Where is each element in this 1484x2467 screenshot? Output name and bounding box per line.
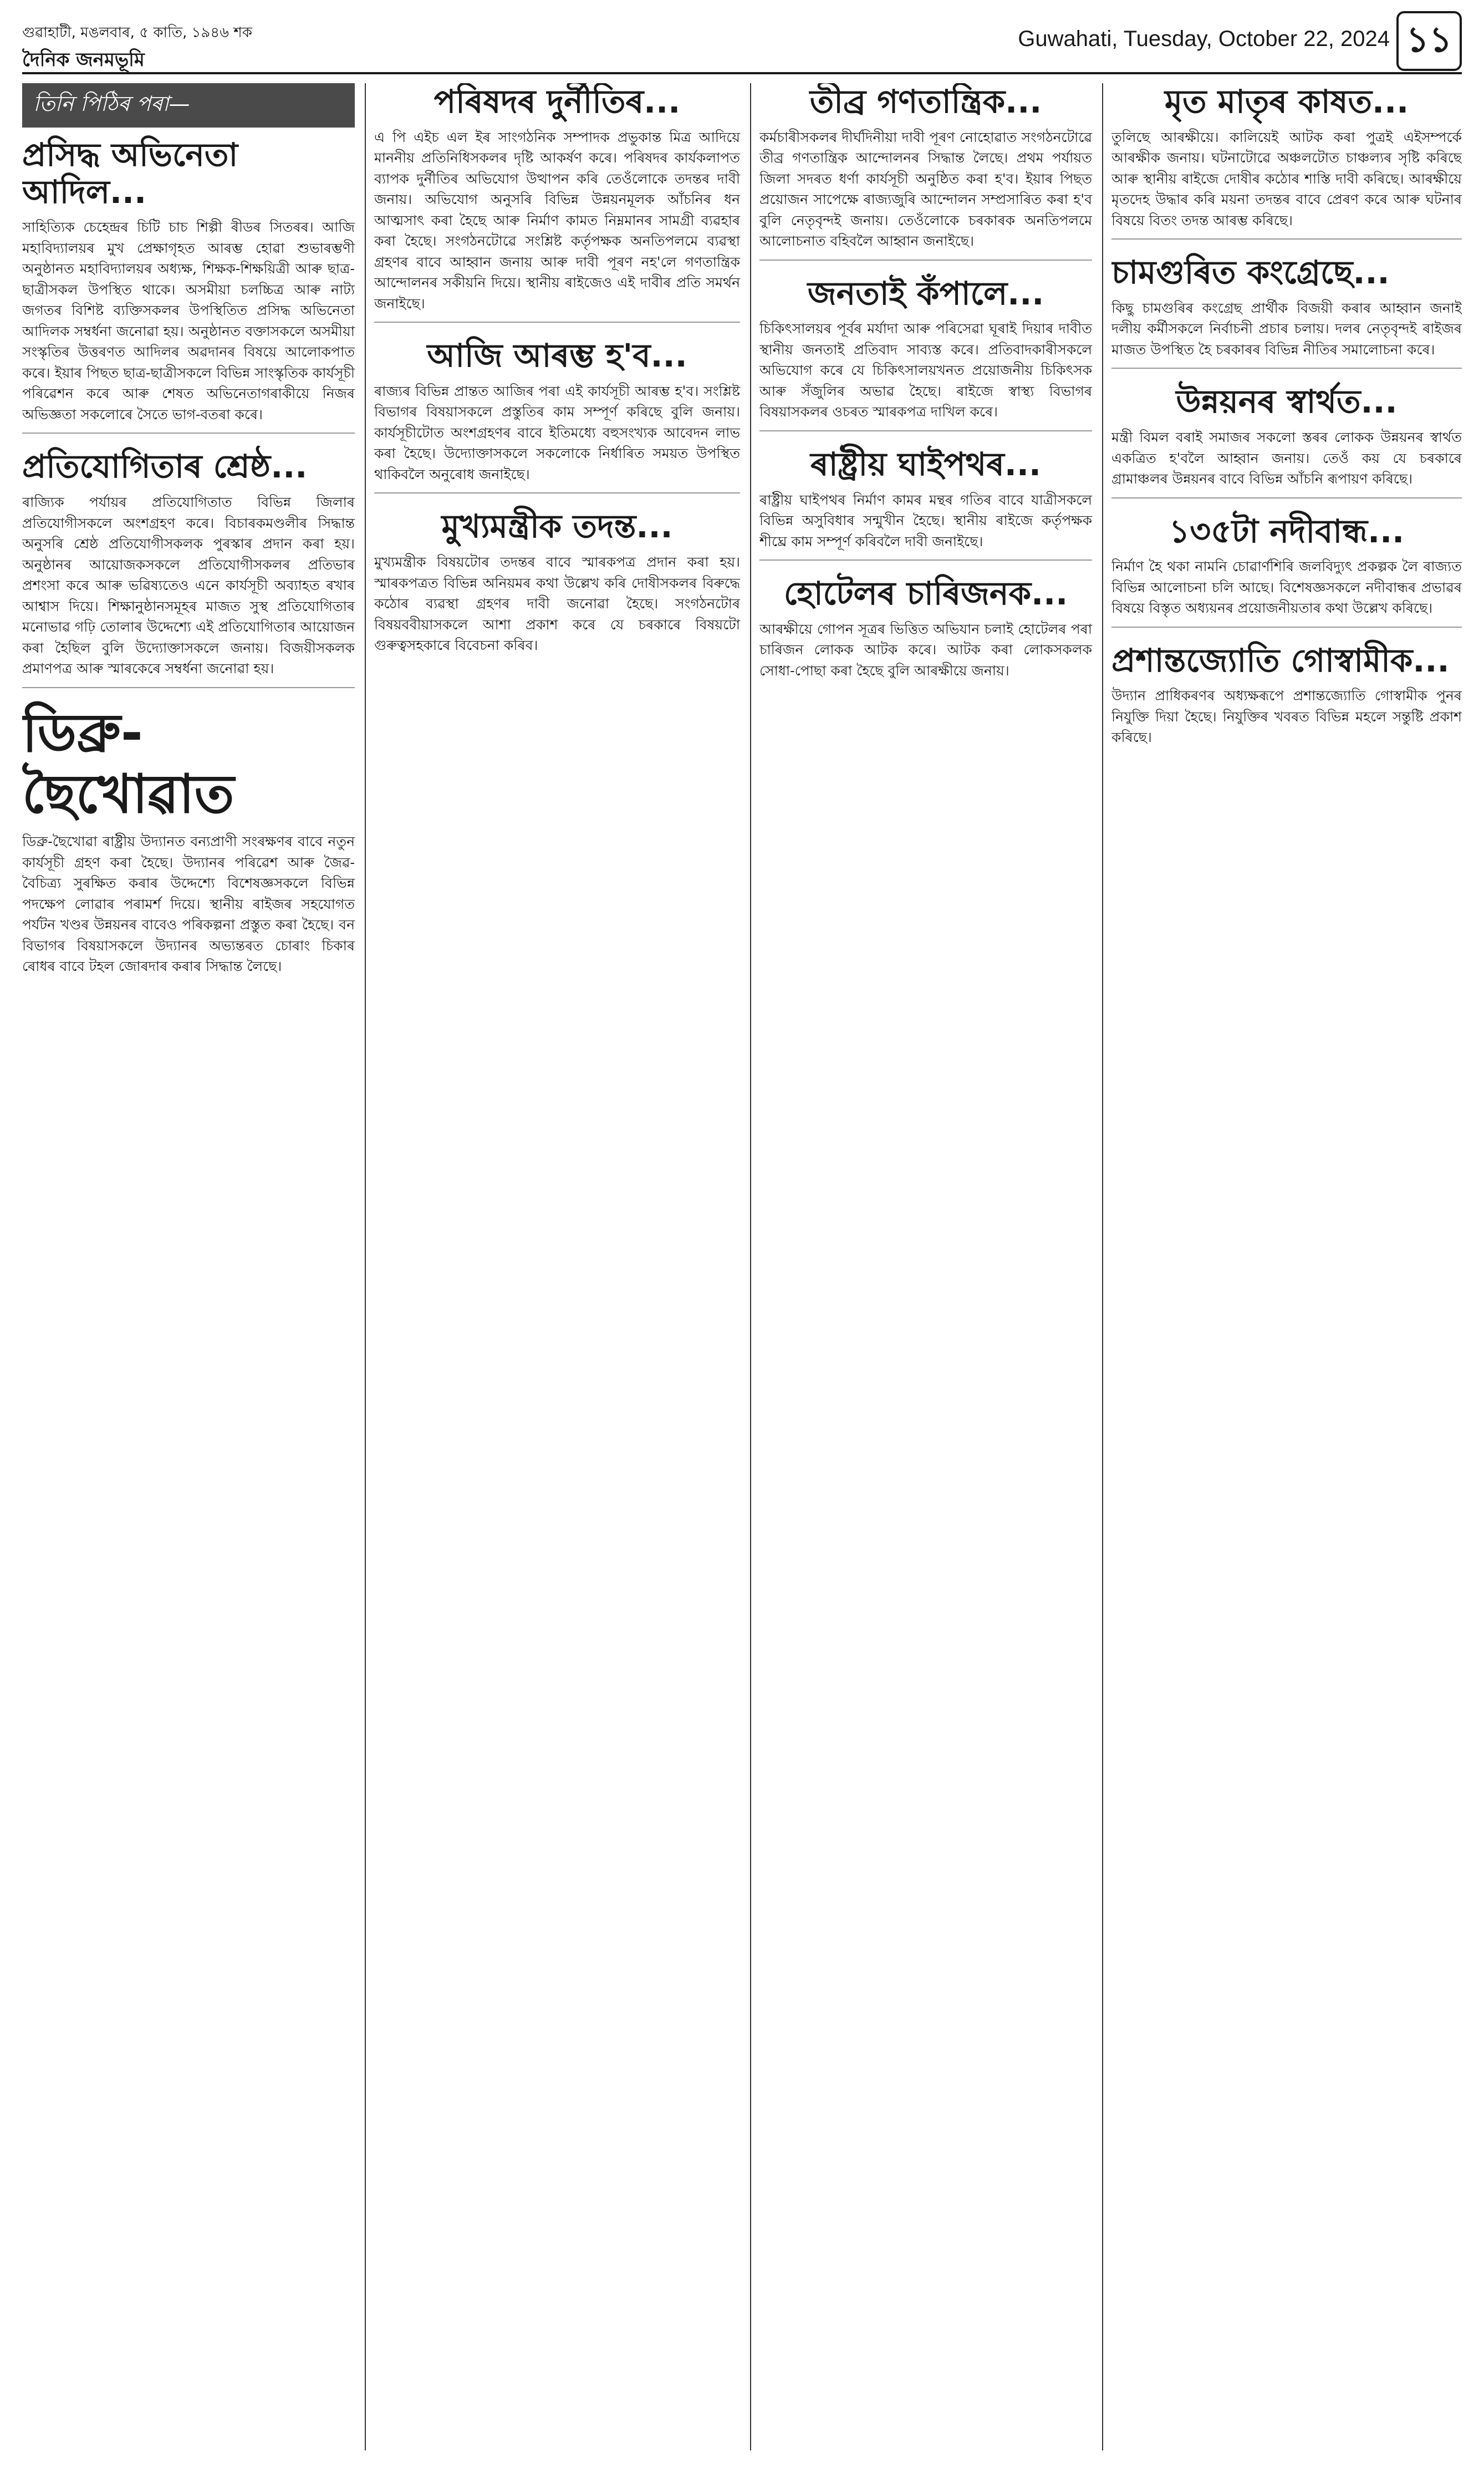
headline: ৰাষ্ট্ৰীয় ঘাইপথৰ... — [810, 445, 1041, 483]
article-body: চিকিৎসালয়ৰ পূৰ্বৰ মৰ্যাদা আৰু পৰিসেৱা ঘূৰাই দিয়াৰ দাবীত স্থানীয় জনতাই প্ৰতিবাদ সাব্যস্ত কৰে। প্ৰতিবাদকাৰীসকলে অভিযোগ কৰে যে চিকিৎসালয়খনত প্ৰয়োজনীয় চিকিৎসক আৰু সঁজুলিৰ অভাৱ হৈছে। ৰাইজে স্বাস্থ্য বিভাগৰ বিষয়াসকলৰ ওচৰত স্মাৰকপত্ৰ দাখিল কৰে। — [759, 321, 1092, 420]
article-body: তুলিছে আৰক্ষীয়ে। কালিয়েই আটক কৰা পুত্ৰই এইসম্পৰ্কে আৰক্ষীক জনায়। ঘটনাটোৱে অঞ্চলটোত চাঞ্চল্যৰ সৃষ্টি কৰিছে আৰু স্থানীয় ৰাইজে দোষীৰ কঠোৰ শাস্তি দাবী কৰিছে। আৰক্ষীয়ে মৃতদেহ উদ্ধাৰ কৰি ময়না তদন্তৰ বাবে প্ৰেৰণ কৰে আৰু ঘটনাৰ বিষয়ে বিতং তদন্ত আৰম্ভ কৰিছে। — [1111, 129, 1462, 228]
column-1 — [22, 83, 366, 2450]
headline: মৃত মাতৃৰ কাষত... — [1164, 83, 1409, 120]
column-4 — [1111, 83, 1462, 2450]
article-body: ৰাষ্ট্ৰীয় ঘাইপথৰ নিৰ্মাণ কামৰ মন্থৰ গতিৰ বাবে যাত্ৰীসকলে বিভিন্ন অসুবিধাৰ সন্মুখীন হৈছে। স্থানীয় ৰাইজে কৰ্তৃপক্ষক শীঘ্ৰে কাম সম্পূৰ্ণ কৰিবলৈ দাবী জনাইছে। — [759, 491, 1092, 550]
headline: হোটেলৰ চাৰিজনক... — [783, 574, 1068, 613]
article-dibru-saikhowa — [22, 703, 355, 985]
headline: চামগুৰিত কংগ্ৰেছে... — [1111, 253, 1390, 292]
masthead — [22, 11, 1462, 74]
article-body: ৰাজ্যৰ বিভিন্ন প্ৰান্তত আজিৰ পৰা এই কাৰ্যসূচী আৰম্ভ হ'ব। সংশ্লিষ্ট বিভাগৰ বিষয়াসকলে প্ৰস্তুতিৰ কাম সম্পূৰ্ণ কৰিছে বুলি জনায়। কাৰ্যসূচীটোত অংশগ্ৰহণৰ বাবে ইতিমধ্যে বহুসংখ্যক আবেদন লাভ কৰা হৈছে। উদ্যোক্তাসকলে সকলোকে নিৰ্ধাৰিত সময়ত উপস্থিত থাকিবলৈ অনুৰোধ জনাইছে। — [374, 383, 740, 482]
article-body: কিছু চামগুৰিৰ কংগ্ৰেছ প্ৰাৰ্থীক বিজয়ী কৰাৰ আহ্বান জনাই দলীয় কৰ্মীসকলে নিৰ্বাচনী প্ৰচাৰ চলায়। দলৰ নেতৃবৃন্দই ৰাইজৰ মাজত উপস্থিত হৈ চৰকাৰৰ বিভিন্ন নীতিৰ সমালোচনা কৰে। — [1111, 299, 1462, 358]
headline: প্ৰশান্তজ্যোতি গোস্বামীক... — [1111, 641, 1450, 679]
article-development — [1111, 383, 1462, 498]
article-body: নিৰ্মাণ হৈ থকা নামনি চোৱাৰ্ণশিৰি জলবিদ্যুৎ প্ৰকল্পক লৈ ৰাজ্যত বিভিন্ন আলোচনা চলি আছে। বিশেষজ্ঞসকলে নদীবান্ধৰ প্ৰভাৱৰ বিষয়ে বিস্তৃত অধ্যয়নৰ প্ৰয়োজনীয়তাৰ কথা উল্লেখ কৰিছে। — [1111, 558, 1462, 617]
article-body: এ পি এইচ এল ইৰ সাংগঠনিক সম্পাদক প্ৰভুকান্ত মিত্ৰ আদিয়ে মাননীয় প্ৰতিনিধিসকলৰ দৃষ্টি আকৰ্ষণ কৰে। পৰিষদৰ কাৰ্যকলাপত ব্যাপক দুৰ্নীতিৰ অভিযোগ উত্থাপন কৰি তেওঁলোকে তদন্তৰ দাবী জনায়। অভিযোগ অনুসৰি বিভিন্ন উন্নয়নমূলক আঁচনিৰ ধন আত্মসাৎ কৰা হৈছে আৰু নিৰ্মাণ কামত নিম্নমানৰ সামগ্ৰী ব্যৱহাৰ কৰা হৈছে। সংগঠনটোৱে সংশ্লিষ্ট কৰ্তৃপক্ষক অনতিপলমে ব্যৱস্থা গ্ৰহণৰ বাবে আহ্বান জনায় আৰু দাবী পূৰণ নহ'লে গণতান্ত্ৰিক আন্দোলনৰ সকীয়নি দিয়ে। স্থানীয় ৰাইজেও এই দাবীৰ প্ৰতি সমৰ্থন জনাইছে। — [374, 129, 740, 312]
article-body: ডিব্ৰু-ছৈখোৱা ৰাষ্ট্ৰীয় উদ্যানত বন্যপ্ৰাণী সংৰক্ষণৰ বাবে নতুন কাৰ্যসূচী গ্ৰহণ কৰা হৈছে। উদ্যানৰ পৰিৱেশ আৰু জৈৱ-বৈচিত্ৰ্য সুৰক্ষিত কৰাৰ উদ্দেশ্যে বিশেষজ্ঞসকলে বিভিন্ন পদক্ষেপ লোৱাৰ পৰামৰ্শ দিয়ে। স্থানীয় ৰাইজৰ সহযোগত পৰ্যটন খণ্ডৰ উন্নয়নৰ বাবেও পৰিকল্পনা প্ৰস্তুত কৰা হৈছে। বন বিভাগৰ বিষয়াসকলে উদ্যানৰ অভ্যন্তৰত চোৰাং চিকাৰ ৰোধৰ বাবে টহল জোৰদাৰ কৰাৰ সিদ্ধান্ত লৈছে। — [22, 833, 355, 975]
headline: প্ৰতিযোগিতাৰ শ্ৰেষ্ঠ... — [22, 447, 308, 486]
article-prashantajyoti — [1111, 642, 1462, 756]
headline: পৰিষদৰ দুৰ্নীতিৰ... — [434, 83, 681, 120]
article-democratic-protest — [759, 83, 1092, 261]
column-2 — [374, 83, 751, 2450]
article-135-dams — [1111, 513, 1462, 628]
article-body: মন্ত্ৰী বিমল বৰাই সমাজৰ সকলো স্তৰৰ লোকক উন্নয়নৰ স্বাৰ্থত একত্ৰিত হ'বলৈ আহ্বান জনায়। তেওঁ কয় যে চৰকাৰে গ্ৰামাঞ্চলৰ উন্নয়নৰ বাবে বিভিন্ন আঁচনি ৰূপায়ণ কৰিছে। — [1111, 429, 1462, 487]
headline: ডিব্ৰু-ছৈখোৱাত — [22, 701, 234, 825]
article-adil — [22, 136, 355, 434]
headline: জনতাই কঁপালে... — [807, 274, 1044, 312]
column-3 — [759, 83, 1103, 2450]
article-body: ৰাজ্যিক পৰ্যায়ৰ প্ৰতিযোগিতাত বিভিন্ন জিলাৰ প্ৰতিযোগীসকলে অংশগ্ৰহণ কৰে। বিচাৰকমণ্ডলীৰ সিদ্ধান্ত অনুসৰি শ্ৰেষ্ঠ প্ৰতিযোগীসকলক পুৰস্কাৰ প্ৰদান কৰা হয়। অনুষ্ঠানৰ আয়োজকসকলে প্ৰতিযোগীসকলৰ প্ৰতিভাৰ প্ৰশংসা কৰে আৰু ভৱিষ্যতেও এনে কাৰ্যসূচী অব্যাহত ৰখাৰ আশ্বাস দিয়ে। শিক্ষানুষ্ঠানসমূহৰ মাজত সুস্থ প্ৰতিযোগিতাৰ মনোভাৱ গঢ়ি তোলাৰ উদ্দেশ্যে এই প্ৰতিযোগিতাৰ আয়োজন কৰা হৈছিল বুলি উদ্যোক্তাসকলে জনায়। বিজয়ীসকলক প্ৰমাণপত্ৰ আৰু স্মাৰকেৰে সম্বৰ্ধনা জনোৱা হয়। — [22, 494, 355, 677]
paper-name: দৈনিক জনমভূমি — [22, 49, 145, 71]
article-body: মুখ্যমন্ত্ৰীক বিষয়টোৰ তদন্তৰ বাবে স্মাৰকপত্ৰ প্ৰদান কৰা হয়। স্মাৰকপত্ৰত বিভিন্ন অনিয়মৰ কথা উল্লেখ কৰি দোষীসকলৰ বিৰুদ্ধে কঠোৰ ব্যৱস্থা গ্ৰহণৰ দাবী জনোৱা হৈছে। সংগঠনটোৰ বিষয়ববীয়াসকলে আশা প্ৰকাশ কৰে যে চৰকাৰে বিষয়টো গুৰুত্বসহকাৰে বিবেচনা কৰিব। — [374, 554, 740, 654]
article-public-protest — [759, 275, 1092, 431]
page-number: ১১ — [1396, 11, 1462, 71]
article-competition — [22, 448, 355, 688]
article-dead-mother — [1111, 83, 1462, 240]
headline: উন্নয়নৰ স্বাৰ্থত... — [1176, 383, 1398, 421]
article-chamaguri-congress — [1111, 254, 1462, 369]
headline: ১৩৫টা নদীবান্ধ... — [1169, 512, 1405, 550]
headline: মুখ্যমন্ত্ৰীক তদন্ত... — [441, 507, 673, 546]
date-right: Guwahati, Tuesday, October 22, 2024 — [1018, 27, 1390, 51]
article-hotel-arrest — [759, 575, 1092, 689]
section-banner: তিনি পিঠিৰ পৰা— — [22, 83, 355, 128]
headline: আজি আৰম্ভ হ'ব... — [427, 337, 687, 375]
headline: প্ৰসিদ্ধ অভিনেতা আদিল... — [22, 136, 238, 211]
date-left: গুৱাহাটী, মঙলবাৰ, ৫ কাতি, ১৯৪৬ শক — [22, 24, 252, 41]
article-cm-inquiry — [374, 508, 740, 663]
article-body: সাহিত্যিক চেহেন্দ্ৰৰ চিটি চাচ শিল্পী ৰীডৰ সিতৰৰ। আজি মহাবিদ্যালয়ৰ মুখ প্ৰেক্ষাগৃহত আৰম্ভ হোৱা শুভাৰম্ভণী অনুষ্ঠানত মহাবিদ্যালয়ৰ অধ্যক্ষ, শিক্ষক-শিক্ষয়িত্ৰী আৰু ছাত্ৰ-ছাত্ৰীসকল উপস্থিত থাকে। অসমীয়া চলচ্চিত্ৰ আৰু নাট্য জগতৰ বিশিষ্ট ব্যক্তিসকলৰ উপস্থিতিত প্ৰসিদ্ধ অভিনেতা আদিলক সম্বৰ্ধনা জনোৱা হয়। অনুষ্ঠানত বক্তাসকলে অসমীয়া সংস্কৃতিৰ উত্তৰণত আদিলৰ অৱদানৰ বিষয়ে আলোকপাত কৰে। ইয়াৰ পিছত ছাত্ৰ-ছাত্ৰীসকলে বিভিন্ন সাংস্কৃতিক কাৰ্যসূচী পৰিৱেশন কৰে আৰু শেষত অভিনেতাগৰাকীয়ে নিজৰ অভিজ্ঞতা সকলোৰে সৈতে ভাগ-বতৰা কৰে। — [22, 219, 355, 423]
article-body: আৰক্ষীয়ে গোপন সূত্ৰৰ ভিত্তিত অভিযান চলাই হোটেলৰ পৰা চাৰিজন লোকক আটক কৰে। আটক কৰা লোকসকলক সোধা-পোছা কৰা হৈছে বুলি আৰক্ষীয়ে জনায়। — [759, 620, 1092, 679]
article-national-highway — [759, 446, 1092, 561]
article-starts-today — [374, 337, 740, 494]
article-body: কৰ্মচাৰীসকলৰ দীৰ্ঘদিনীয়া দাবী পূৰণ নোহোৱাত সংগঠনটোৱে তীব্ৰ গণতান্ত্ৰিক আন্দোলনৰ সিদ্ধান্ত লৈছে। প্ৰথম পৰ্যায়ত জিলা সদৰত ধৰ্ণা কাৰ্যসূচী অনুষ্ঠিত কৰা হ'ব। ইয়াৰ পিছত প্ৰয়োজন সাপেক্ষে ৰাজ্যজুৰি আন্দোলন সম্প্ৰসাৰিত কৰা হ'ব বুলি নেতৃবৃন্দই জনায়। তেওঁলোকে চৰকাৰক অনতিপলমে আলোচনাত বহিবলৈ আহ্বান জনাইছে। — [759, 129, 1092, 250]
article-body: উদ্যান প্ৰাধিকৰণৰ অধ্যক্ষৰূপে প্ৰশান্তজ্যোতি গোস্বামীক পুনৰ নিযুক্তি দিয়া হৈছে। নিযুক্তিৰ খবৰত বিভিন্ন মহলে সন্তুষ্টি প্ৰকাশ কৰিছে। — [1111, 688, 1462, 746]
article-council-corruption — [374, 83, 740, 323]
headline: তীব্ৰ গণতান্ত্ৰিক... — [809, 83, 1042, 120]
